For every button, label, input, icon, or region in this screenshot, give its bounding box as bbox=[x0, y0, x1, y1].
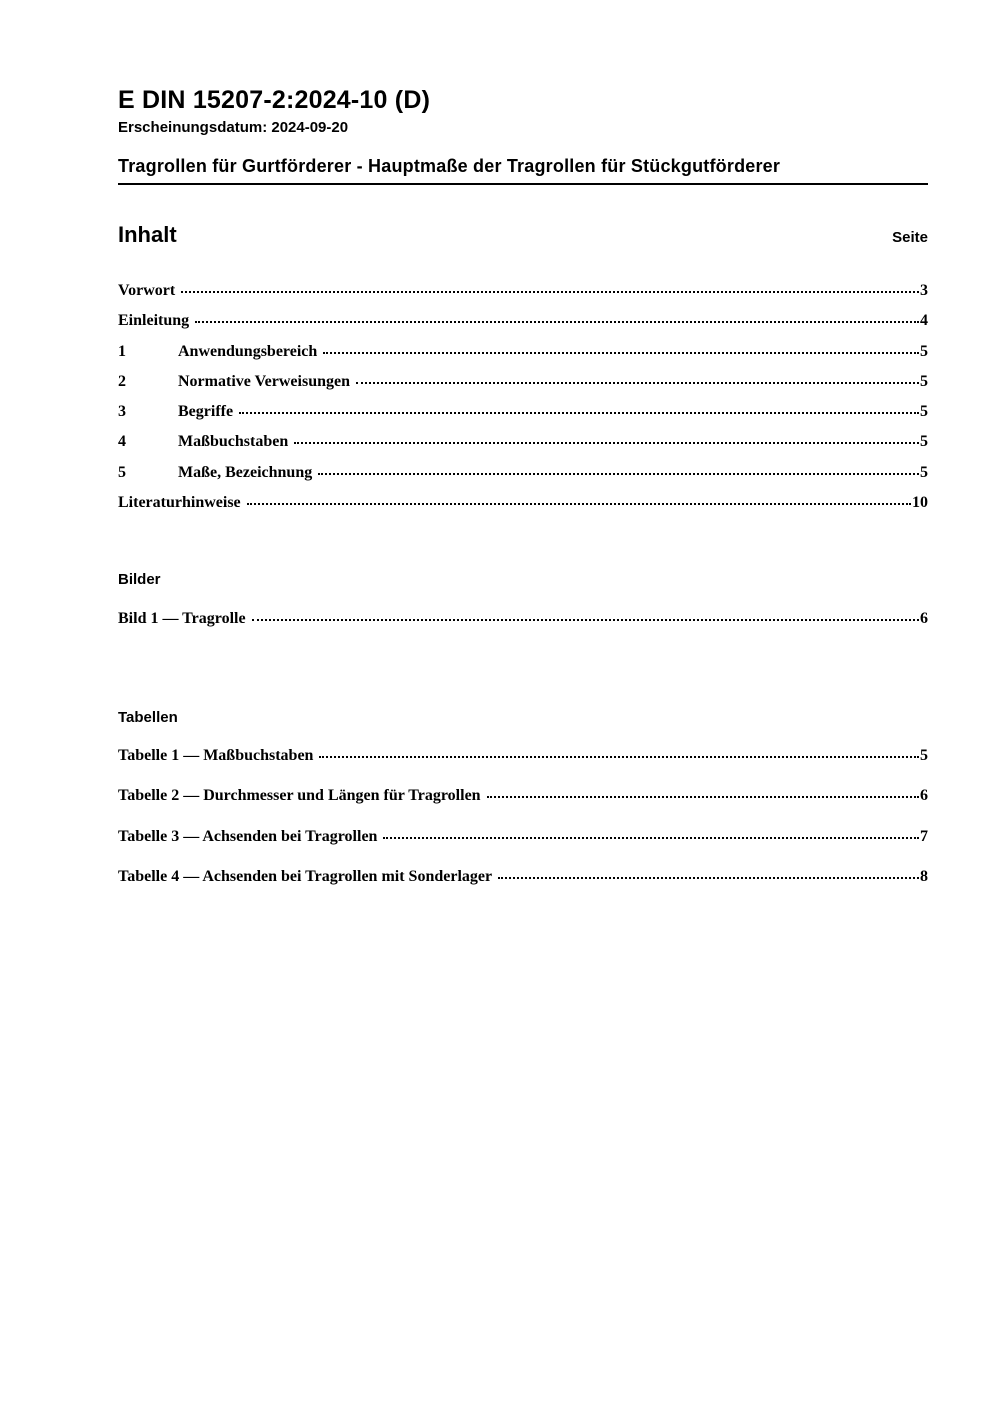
toc-entry-label: Begriffe bbox=[178, 403, 234, 421]
leader-dots bbox=[356, 382, 919, 384]
leader-dots bbox=[195, 321, 919, 323]
toc-entry bbox=[118, 367, 928, 397]
toc-entry-page: 5 bbox=[920, 372, 928, 390]
toc-entry-page: 10 bbox=[912, 494, 928, 512]
leader-dots bbox=[498, 877, 919, 879]
leader-dots bbox=[319, 756, 919, 758]
publish-date: Erscheinungsdatum: 2024-09-20 bbox=[118, 119, 349, 136]
toc-entry-label: Normative Verweisungen bbox=[178, 372, 350, 390]
page-column-label: Seite bbox=[892, 229, 928, 246]
leader-dots bbox=[181, 291, 919, 293]
table-entry-page: 6 bbox=[920, 787, 928, 805]
toc-entry bbox=[118, 337, 928, 367]
toc-heading: Inhalt bbox=[118, 222, 177, 247]
table-entry-label: Tabelle 1 — Maßbuchstaben bbox=[118, 747, 314, 764]
toc-entry-label: Literaturhinweise bbox=[118, 494, 241, 512]
toc-header bbox=[118, 222, 928, 248]
leader-dots bbox=[323, 352, 919, 354]
toc-entry bbox=[118, 306, 928, 336]
toc-entry-label: Maße, Bezeichnung bbox=[178, 463, 313, 481]
doc-title: Tragrollen für Gurtförderer - Hauptmaße der Tragrollen für Stückgutförderer bbox=[118, 156, 928, 185]
toc-entry-page: 4 bbox=[920, 312, 928, 330]
table-entry-page: 5 bbox=[920, 747, 928, 764]
leader-dots bbox=[252, 619, 919, 621]
toc-entry-page: 5 bbox=[920, 342, 928, 360]
table-entry bbox=[118, 857, 928, 897]
toc-entry-page: 5 bbox=[920, 433, 928, 451]
toc-entry-number: 5 bbox=[118, 463, 126, 481]
toc-entry-number: 3 bbox=[118, 403, 126, 421]
toc-entry bbox=[118, 397, 928, 427]
table-entry-page: 8 bbox=[920, 868, 928, 886]
toc-list bbox=[118, 276, 928, 518]
table-entry-label: Tabelle 4 — Achsenden bei Tragrollen mit Sonderlager bbox=[118, 868, 493, 886]
tables-list bbox=[118, 736, 928, 898]
toc-entry-page: 3 bbox=[920, 282, 928, 299]
toc-entry-label: Vorwort bbox=[118, 282, 176, 299]
leader-dots bbox=[247, 503, 911, 505]
table-entry bbox=[118, 776, 928, 816]
leader-dots bbox=[383, 837, 919, 839]
table-entry-page: 7 bbox=[920, 827, 928, 845]
table-entry-label: Tabelle 3 — Achsenden bei Tragrollen bbox=[118, 827, 378, 845]
toc-entry bbox=[118, 488, 928, 518]
toc-entry-page: 5 bbox=[920, 403, 928, 421]
figures-heading: Bilder bbox=[118, 571, 161, 588]
figure-entry-label: Bild 1 — Tragrolle bbox=[118, 610, 246, 627]
figure-entry bbox=[118, 604, 928, 634]
doc-number: E DIN 15207-2:2024-10 (D) bbox=[118, 86, 431, 114]
toc-entry bbox=[118, 427, 928, 457]
toc-entry-page: 5 bbox=[920, 463, 928, 481]
toc-entry-number: 4 bbox=[118, 433, 126, 451]
tables-heading: Tabellen bbox=[118, 709, 178, 726]
toc-entry-label: Anwendungsbereich bbox=[178, 342, 318, 360]
toc-entry-number: 2 bbox=[118, 372, 126, 390]
leader-dots bbox=[294, 442, 919, 444]
toc-entry-label: Einleitung bbox=[118, 312, 190, 330]
figures-list bbox=[118, 604, 928, 634]
table-entry bbox=[118, 817, 928, 857]
leader-dots bbox=[318, 473, 919, 475]
toc-entry bbox=[118, 458, 928, 488]
toc-entry-label: Maßbuchstaben bbox=[178, 433, 289, 451]
table-entry bbox=[118, 736, 928, 776]
table-entry-label: Tabelle 2 — Durchmesser und Längen für Tragrollen bbox=[118, 787, 481, 805]
toc-entry-number: 1 bbox=[118, 342, 126, 360]
leader-dots bbox=[487, 796, 919, 798]
toc-entry bbox=[118, 276, 928, 306]
leader-dots bbox=[239, 412, 919, 414]
figure-entry-page: 6 bbox=[920, 610, 928, 627]
